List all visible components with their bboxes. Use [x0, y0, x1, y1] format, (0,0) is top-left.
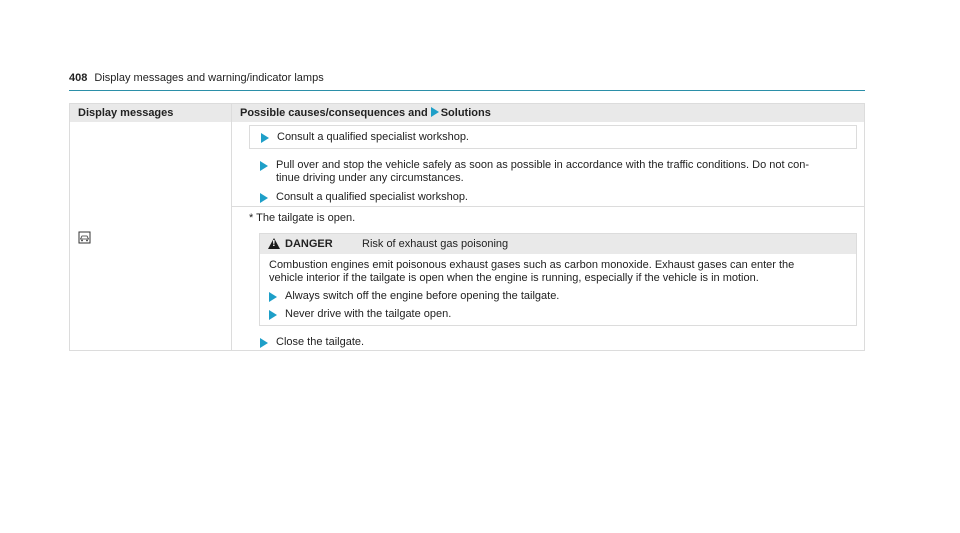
- step-arrow-icon: [260, 161, 268, 171]
- danger-label: DANGER: [285, 238, 333, 250]
- page-number: 408: [69, 72, 88, 84]
- row3-cause: * The tailgate is open.: [249, 212, 356, 224]
- page-header: [69, 72, 324, 84]
- row2-step1-line2: tinue driving under any circumstances.: [276, 172, 464, 184]
- row3-close-step-text: Close the tailgate.: [276, 336, 365, 348]
- column-header-solutions: [240, 107, 491, 119]
- page-header-title: Display messages and warning/indicator lamps: [94, 72, 324, 84]
- column-header-causes-text: Possible causes/consequences and: [240, 107, 428, 119]
- step-arrow-icon: [269, 310, 277, 320]
- row2-step1-line1: Pull over and stop the vehicle safely as soon as possible in accordance with the traffic conditions. Do not con-: [276, 159, 809, 171]
- row1-step-text: Consult a qualified specialist workshop.: [277, 131, 469, 143]
- step-arrow-icon: [261, 133, 269, 143]
- table-header-row: [70, 104, 864, 122]
- danger-title: Risk of exhaust gas poisoning: [362, 238, 509, 250]
- solutions-arrow-icon: [431, 107, 439, 117]
- row-divider: [232, 206, 864, 207]
- warning-triangle-icon: [268, 238, 280, 249]
- danger-header: [260, 234, 856, 254]
- danger-body-line2: vehicle interior if the tailgate is open when the engine is running, especially if the vehicle is in motion.: [269, 272, 759, 284]
- row1-box: [249, 125, 857, 149]
- step-arrow-icon: [260, 338, 268, 348]
- danger-step2-text: Never drive with the tailgate open.: [285, 308, 452, 320]
- step-arrow-icon: [260, 193, 268, 203]
- danger-box: [259, 233, 857, 326]
- column-header-solutions-text: Solutions: [440, 107, 491, 119]
- step-arrow-icon: [269, 292, 277, 302]
- danger-step1-text: Always switch off the engine before opening the tailgate.: [285, 290, 560, 302]
- column-divider: [231, 104, 232, 350]
- header-rule: [69, 90, 865, 91]
- row2-step2-text: Consult a qualified specialist workshop.: [276, 191, 468, 203]
- tailgate-open-icon: [78, 231, 91, 244]
- column-header-display-messages: Display messages: [78, 107, 174, 119]
- messages-table: [69, 103, 865, 351]
- danger-body-line1: Combustion engines emit poisonous exhaust gases such as carbon monoxide. Exhaust gases can enter the: [269, 259, 795, 271]
